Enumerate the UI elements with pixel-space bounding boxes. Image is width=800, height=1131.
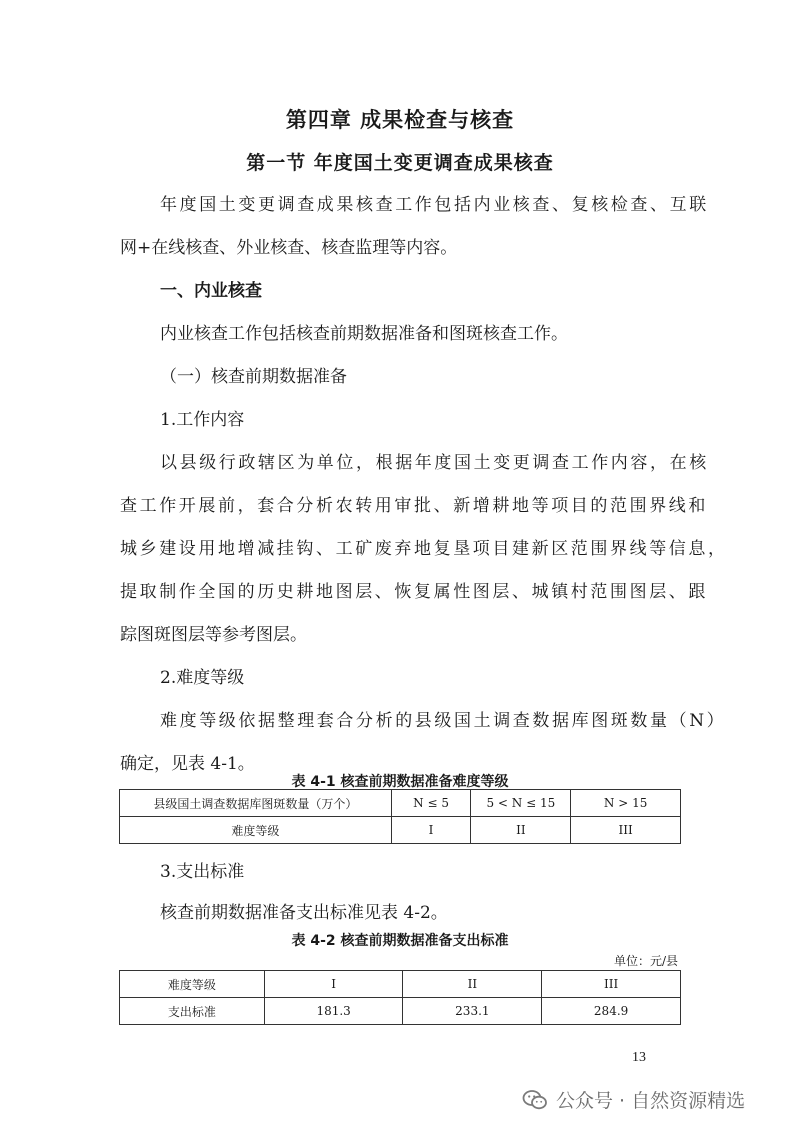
paragraph-line: 提取制作全国的历史耕地图层、恢复属性图层、城镇村范围图层、跟 xyxy=(120,582,708,602)
table-cell: N > 15 xyxy=(571,790,681,817)
table-row xyxy=(120,790,681,817)
table-cell: 233.1 xyxy=(403,998,542,1025)
wechat-icon xyxy=(522,1087,548,1113)
paragraph-line: 网+在线核查、外业核查、核查监理等内容。 xyxy=(120,238,458,258)
watermark-text: 公众号 · 自然资源精选 xyxy=(556,1090,746,1112)
page-number: 13 xyxy=(632,1050,646,1065)
paragraph-line: 以县级行政辖区为单位，根据年度国土变更调查工作内容，在核 xyxy=(160,453,709,473)
table1-caption: 表 4-1 核查前期数据准备难度等级 xyxy=(291,774,509,790)
table-row xyxy=(120,971,681,998)
cost-table xyxy=(119,970,681,1025)
paragraph-line: 城乡建设用地增减挂钩、工矿废弃地复垦项目建新区范围界线等信息， xyxy=(120,539,728,559)
table-cell: 181.3 xyxy=(264,998,403,1025)
chapter-title: 第四章 成果检查与核查 xyxy=(285,108,515,132)
heading-data-prep: （一）核查前期数据准备 xyxy=(160,367,347,387)
paragraph-line: 确定，见表 4-1。 xyxy=(120,754,255,774)
table-cell: 县级国土调查数据库图斑数量（万个） xyxy=(120,790,392,817)
table-cell: 5 < N ≤ 15 xyxy=(471,790,571,817)
heading-cost-standard: 3.支出标准 xyxy=(160,862,245,882)
table-cell: 难度等级 xyxy=(120,971,265,998)
table2-caption: 表 4-2 核查前期数据准备支出标准 xyxy=(291,933,509,949)
table-cell: III xyxy=(571,817,681,844)
table-row xyxy=(120,817,681,844)
difficulty-table xyxy=(119,789,681,844)
table-cell: I xyxy=(391,817,471,844)
heading-work-content: 1.工作内容 xyxy=(160,410,245,430)
table2-unit: 单位：元/县 xyxy=(613,954,678,968)
table-cell: 支出标准 xyxy=(120,998,265,1025)
table-cell: 难度等级 xyxy=(120,817,392,844)
paragraph-line: 核查前期数据准备支出标准见表 4-2。 xyxy=(160,903,448,923)
table-row xyxy=(120,998,681,1025)
section-title: 第一节 年度国土变更调查成果核查 xyxy=(246,152,554,174)
paragraph-line: 难度等级依据整理套合分析的县级国土调查数据库图斑数量（N） xyxy=(160,711,727,731)
paragraph-line: 内业核查工作包括核查前期数据准备和图斑核查工作。 xyxy=(160,324,568,344)
heading-difficulty: 2.难度等级 xyxy=(160,668,245,688)
table-cell: III xyxy=(542,971,681,998)
watermark xyxy=(522,1086,745,1113)
table-cell: N ≤ 5 xyxy=(391,790,471,817)
paragraph-line: 年度国土变更调查成果核查工作包括内业核查、复核检查、互联 xyxy=(160,195,709,215)
paragraph-line: 踪图斑图层等参考图层。 xyxy=(120,625,307,645)
table-cell: II xyxy=(471,817,571,844)
heading-internal-check: 一、内业核查 xyxy=(160,281,262,301)
table-cell: II xyxy=(403,971,542,998)
table-cell: 284.9 xyxy=(542,998,681,1025)
table-cell: I xyxy=(264,971,403,998)
paragraph-line: 查工作开展前，套合分析农转用审批、新增耕地等项目的范围界线和 xyxy=(120,496,708,516)
